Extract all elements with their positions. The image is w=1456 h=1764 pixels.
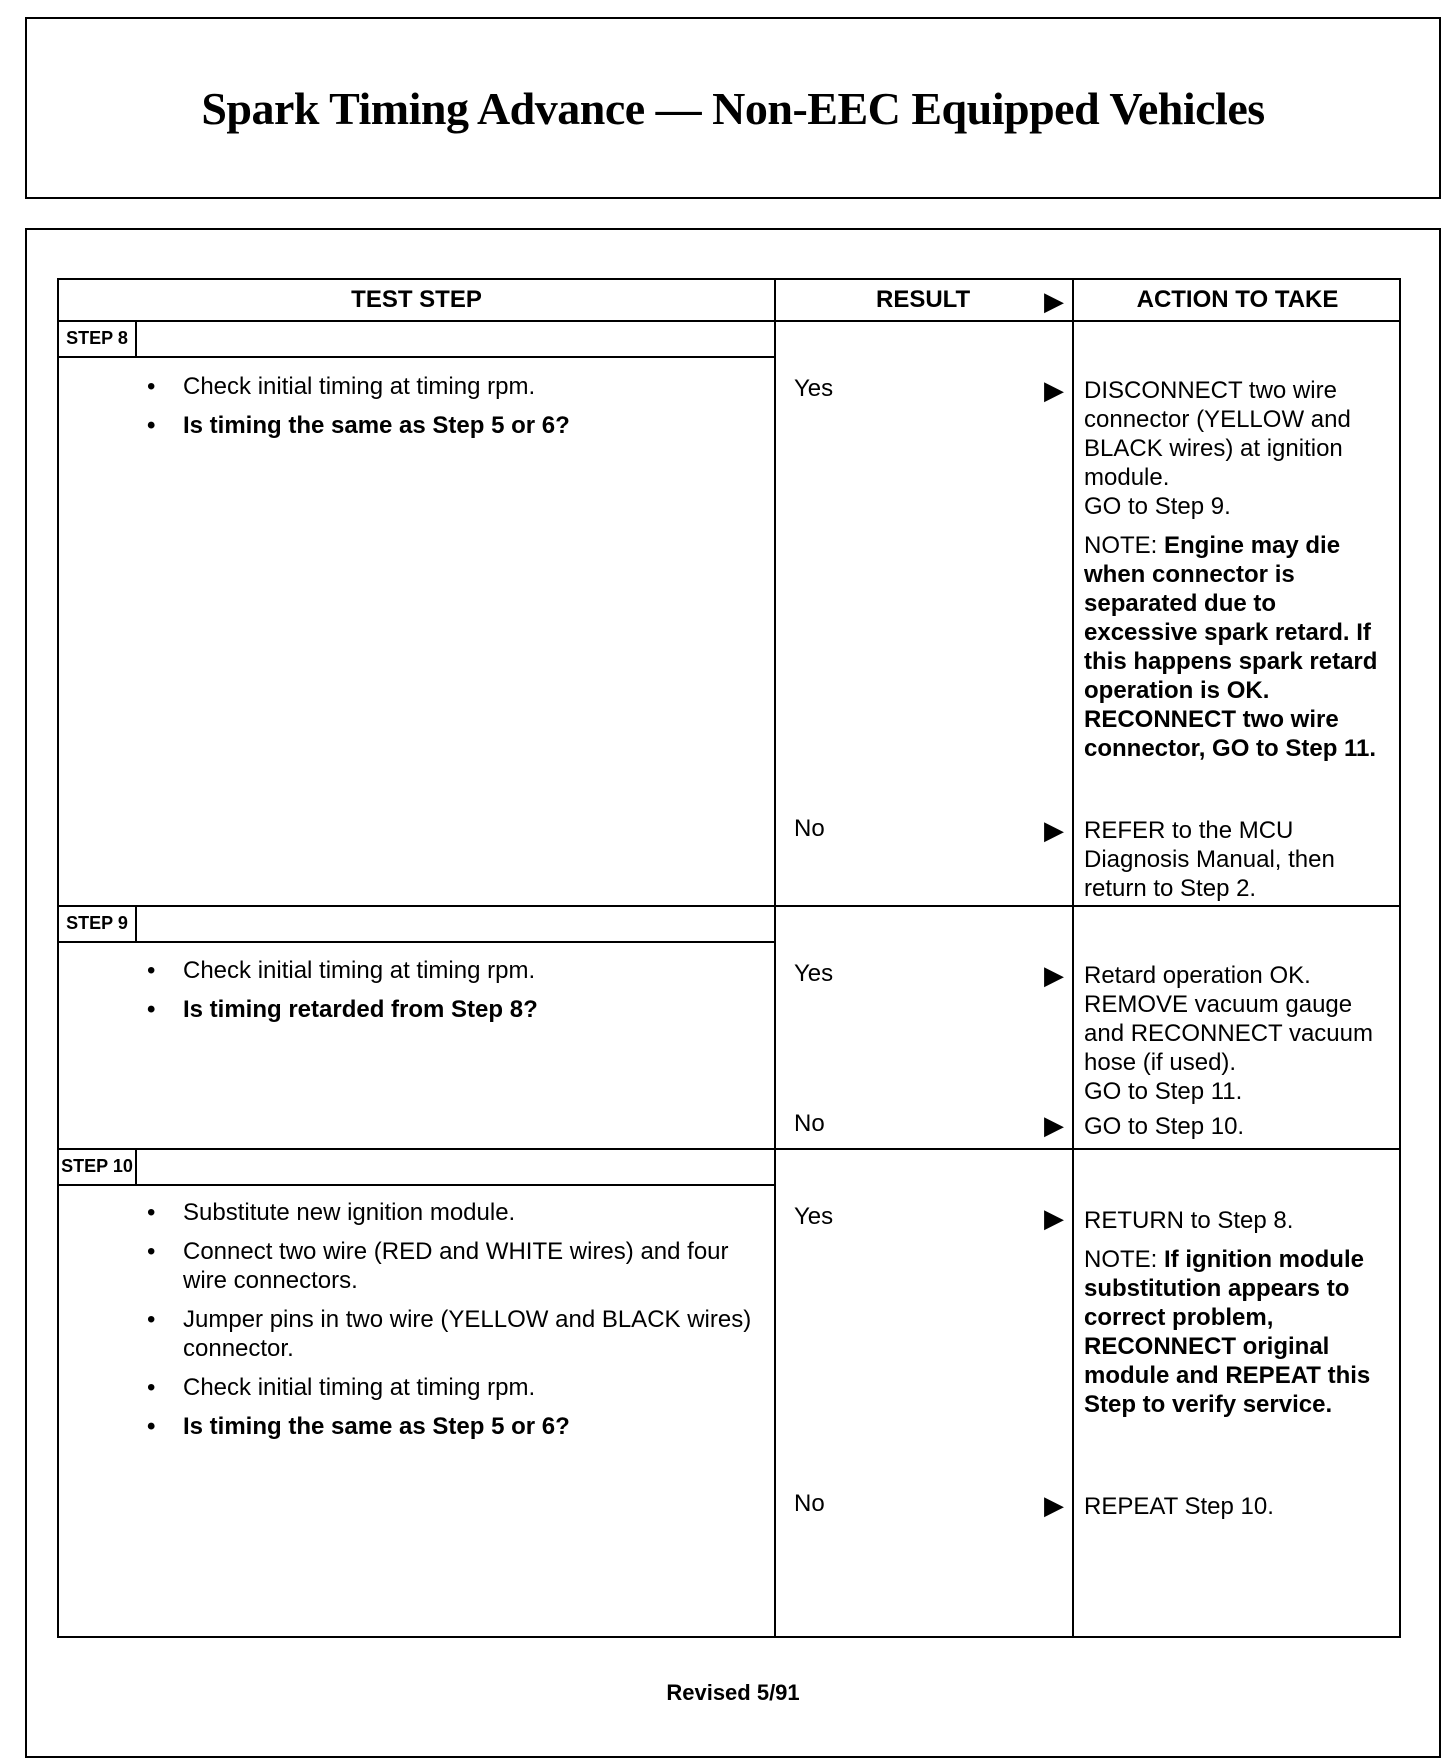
step-8-action-no xyxy=(1084,816,1384,913)
header-arrow-icon: ▶ xyxy=(1044,286,1064,316)
action-column-divider xyxy=(1072,280,1074,1636)
step-9-underline xyxy=(137,941,774,943)
outer-frame xyxy=(25,228,1441,1758)
header-divider xyxy=(59,320,1399,322)
step-10-yes-action-text: RETURN to Step 8. xyxy=(1084,1207,1294,1234)
step-8-yes-arrow-icon: ▶ xyxy=(1044,375,1064,405)
step-8-no-action-text: REFER to the MCU Diagnosis Manual, then return to Step 2. xyxy=(1084,817,1335,902)
step-9-question: • Is timing retarded from Step 8? xyxy=(147,995,747,1024)
step-8-underline xyxy=(137,356,774,358)
title-box xyxy=(25,17,1441,199)
step-10-bullet: • Substitute new ignition module. xyxy=(147,1198,757,1227)
step-10-note-body: If ignition module substitution appears to correct problem, RECONNECT original module and REPEAT this Step to verify service. xyxy=(1084,1246,1371,1418)
step-9-no-action-text: GO to Step 10. xyxy=(1084,1113,1245,1140)
step-9-bottom-divider xyxy=(59,1148,1399,1150)
step-9-yes-goto: GO to Step 11. xyxy=(1084,1078,1243,1105)
step-8-result-yes: Yes xyxy=(794,375,834,402)
step-9-yes-action-text: Retard operation OK. REMOVE vacuum gauge and RECONNECT vacuum hose (if used). xyxy=(1084,962,1373,1076)
step-8-result-no: No xyxy=(794,815,825,842)
step-10-bullets xyxy=(147,1198,757,1451)
header-action: ACTION TO TAKE xyxy=(1136,286,1339,313)
step-10-action-no xyxy=(1084,1492,1384,1531)
step-8-note-body: Engine may die when connector is separated due to excessive spark retard. If this happens spark retard operation is OK. RECONNECT two wire connector, GO to Step 11. xyxy=(1084,532,1378,762)
step-10-no-action-text: REPEAT Step 10. xyxy=(1084,1493,1274,1520)
step-9-bullets xyxy=(147,956,747,1034)
step-8-question: • Is timing the same as Step 5 or 6? xyxy=(147,411,747,440)
step-10-yes-arrow-icon: ▶ xyxy=(1044,1203,1064,1233)
step-8-bullet: • Check initial timing at timing rpm. xyxy=(147,372,747,401)
header-result: RESULT xyxy=(876,286,971,313)
step-8-yes-action-text: DISCONNECT two wire connector (YELLOW and BLACK wires) at ignition module. xyxy=(1084,377,1351,491)
step-8-bullets xyxy=(147,372,747,450)
step-8-no-arrow-icon: ▶ xyxy=(1044,815,1064,845)
step-10-bullet: • Jumper pins in two wire (YELLOW and BLACK wires) connector. xyxy=(147,1305,757,1363)
step-9-yes-arrow-icon: ▶ xyxy=(1044,960,1064,990)
step-8-bottom-divider xyxy=(59,905,1399,907)
step-8-yes-goto: GO to Step 9. xyxy=(1084,493,1231,520)
step-9-result-yes: Yes xyxy=(794,960,834,987)
step-9-result-no: No xyxy=(794,1110,825,1137)
header-test-step: TEST STEP xyxy=(351,286,482,313)
step-10-question: • Is timing the same as Step 5 or 6? xyxy=(147,1412,757,1441)
step-10-result-no: No xyxy=(794,1490,825,1517)
step-10-result-yes: Yes xyxy=(794,1203,834,1230)
step-8-label: STEP 8 xyxy=(59,320,137,358)
page-title: Spark Timing Advance — Non-EEC Equipped Vehicles xyxy=(201,82,1265,134)
step-10-underline xyxy=(137,1184,774,1186)
result-column-divider xyxy=(774,280,776,1636)
step-8-action-yes xyxy=(1084,376,1384,773)
step-10-note-prefix: NOTE: xyxy=(1084,1246,1158,1273)
step-9-bullet: • Check initial timing at timing rpm. xyxy=(147,956,747,985)
step-10-label: STEP 10 xyxy=(59,1148,137,1186)
step-10-bullet: • Connect two wire (RED and WHITE wires) and four wire connectors. xyxy=(147,1237,757,1295)
diagnostic-table xyxy=(57,278,1401,1638)
step-9-action-yes xyxy=(1084,961,1384,1116)
step-9-label: STEP 9 xyxy=(59,905,137,943)
step-9-no-arrow-icon: ▶ xyxy=(1044,1110,1064,1140)
step-8-note-prefix: NOTE: xyxy=(1084,532,1158,559)
step-10-no-arrow-icon: ▶ xyxy=(1044,1490,1064,1520)
step-9-action-no xyxy=(1084,1112,1384,1151)
revision-footer: Revised 5/91 xyxy=(666,1680,800,1705)
step-10-bullet: • Check initial timing at timing rpm. xyxy=(147,1373,757,1402)
step-10-action-yes xyxy=(1084,1206,1384,1429)
